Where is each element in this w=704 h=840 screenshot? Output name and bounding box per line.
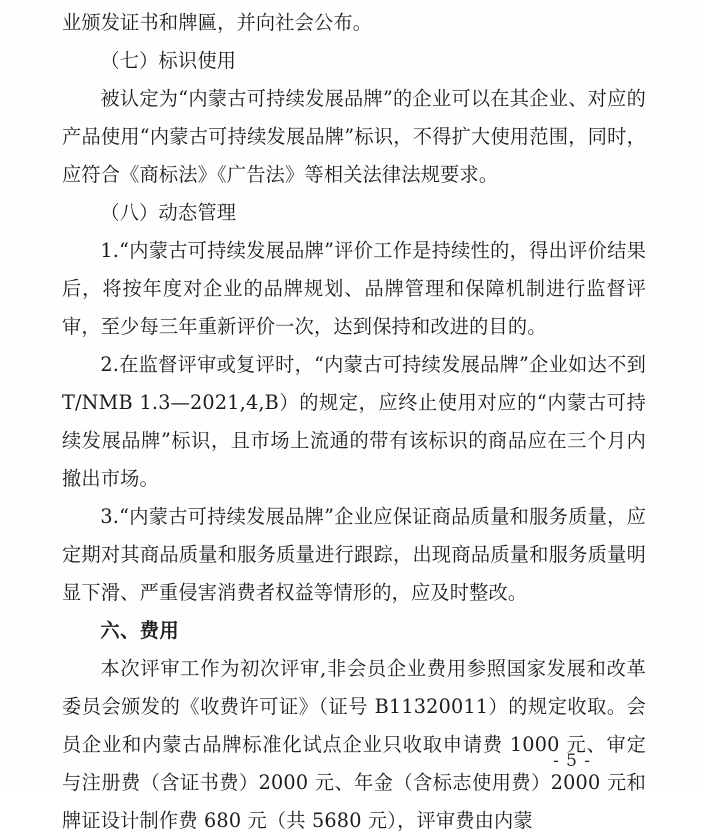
section-heading-eight: （八）动态管理 (100, 201, 237, 224)
paragraph-fees: 本次评审工作为初次评审,非会员企业费用参照国家发展和改革委员会颁发的《收费许可证》（证号 B11320011）的规定收取。会员企业和内蒙古品牌标准化试点企业只收取申请费 1000 元、审定与注册费（含证书费）2000 元、年金（含标志使用费）2000 元和牌证设计制作费 680 元（共 5680 元），评审费由内蒙 (62, 657, 646, 832)
paragraph-continuation: 业颁发证书和牌匾，并向社会公布。 (62, 11, 373, 34)
paragraph-dynamic-management-2: 2.在监督评审或复评时，“内蒙古可持续发展品牌”企业如达不到 T/NMB 1.3—2021,4,B）的规定，应终止使用对应的“内蒙古可持续发展品牌”标识，且市场上流通的带有该标识的商品应在三个月内撤出市场。 (62, 353, 653, 490)
page-number (0, 751, 704, 771)
document-body (62, 0, 653, 840)
paragraph-logo-usage: 被认定为“内蒙古可持续发展品牌”的企业可以在其企业、对应的产品使用“内蒙古可持续发展品牌”标识，不得扩大使用范围，同时，应符合《商标法》《广告法》等相关法律法规要求。 (62, 87, 646, 186)
paragraph-dynamic-management-3: 3.“内蒙古可持续发展品牌”企业应保证商品质量和服务质量，应定期对其商品质量和服务质量进行跟踪，出现商品质量和服务质量明显下滑、严重侵害消费者权益等情形的，应及时整改。 (62, 505, 646, 604)
section-heading-seven: （七）标识使用 (100, 49, 237, 72)
paragraph-dynamic-management-1: 1.“内蒙古可持续发展品牌”评价工作是持续性的，得出评价结果后，将按年度对企业的品牌规划、品牌管理和保障机制进行监督评审，至少每三年重新评价一次，达到保持和改进的目的。 (62, 239, 646, 338)
section-heading-six-fees: 六、费用 (100, 619, 180, 642)
page-number-value: - 5 - (552, 751, 592, 771)
